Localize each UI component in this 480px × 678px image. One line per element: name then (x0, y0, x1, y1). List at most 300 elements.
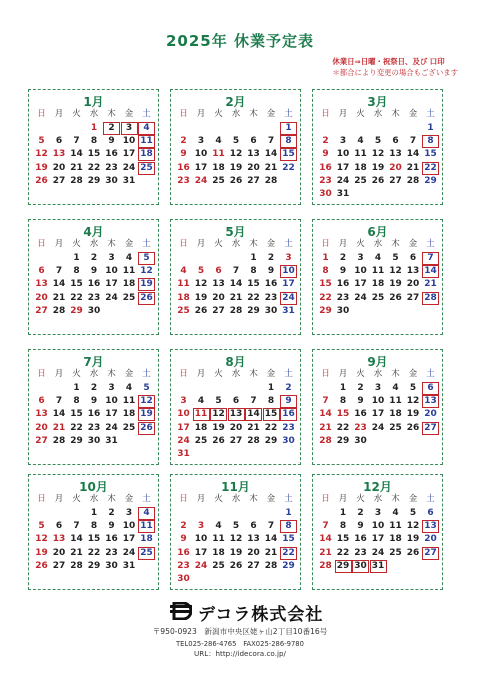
weekday-label: 木 (107, 369, 116, 379)
month-title: 6月 (367, 225, 388, 239)
calendar-day: 16 (319, 162, 332, 173)
closed-day: 8 (280, 135, 297, 148)
calendar-day: 15 (87, 149, 101, 160)
calendar-day: 16 (105, 534, 118, 545)
calendar-day: 12 (229, 149, 243, 160)
calendar-day: 20 (35, 422, 48, 433)
calendar-day: 28 (52, 435, 66, 446)
calendar-day: 28 (52, 305, 66, 316)
calendar-day: 6 (427, 508, 434, 518)
calendar-day: 17 (194, 547, 208, 558)
calendar-day: 11 (122, 266, 136, 277)
calendar-day: 28 (319, 560, 332, 571)
weekday-label: 月 (54, 109, 64, 119)
calendar-day: 29 (247, 305, 260, 316)
weekday-label: 日 (179, 239, 188, 249)
calendar-day: 6 (55, 136, 63, 147)
calendar-day: 29 (319, 305, 332, 316)
weekday-label: 土 (426, 494, 435, 504)
weekday-label: 土 (284, 109, 293, 119)
calendar-day: 8 (90, 521, 98, 532)
calendar-day: 5 (409, 383, 417, 393)
weekday-label: 水 (231, 369, 241, 379)
calendar-day: 13 (35, 279, 48, 290)
closed-day: 22 (280, 547, 297, 560)
calendar-day: 18 (140, 534, 153, 545)
calendar-day: 9 (267, 266, 275, 277)
calendar-day: 12 (406, 396, 420, 407)
calendar-day: 3 (374, 508, 382, 518)
calendar-day: 20 (406, 279, 420, 290)
calendar-day: 17 (336, 162, 350, 173)
calendar-day: 31 (122, 175, 136, 186)
calendar-day: 2 (285, 383, 292, 393)
calendar-day: 28 (264, 175, 278, 186)
weekday-label: 日 (321, 109, 330, 119)
calendar-day: 3 (108, 383, 115, 393)
month-title: 9月 (367, 355, 388, 369)
calendar-day: 20 (212, 292, 225, 303)
calendar-day: 6 (392, 136, 399, 147)
calendar-day: 10 (336, 149, 350, 160)
calendar-day: 23 (87, 292, 101, 303)
calendar-day: 8 (73, 396, 80, 407)
weekday-label: 水 (373, 369, 383, 379)
calendar-day: 21 (319, 422, 332, 433)
calendar-day: 12 (406, 521, 420, 532)
calendar-day: 1 (427, 123, 434, 133)
month-title: 12月 (363, 480, 392, 494)
calendar-day: 17 (371, 409, 385, 420)
calendar-day: 7 (409, 136, 417, 147)
calendar-day: 27 (389, 175, 402, 186)
calendar-day: 20 (424, 534, 437, 545)
calendar-day: 23 (319, 175, 332, 186)
calendar-day: 26 (229, 560, 243, 571)
weekday-label: 木 (249, 369, 258, 379)
calendar-day: 10 (371, 521, 385, 532)
closed-day: 4 (138, 122, 155, 135)
calendar-day: 9 (357, 396, 364, 407)
calendar-day: 7 (55, 266, 63, 277)
calendar-day: 5 (38, 136, 45, 147)
calendar-day: 20 (52, 547, 66, 558)
calendar-day: 31 (177, 449, 190, 459)
closed-day: 8 (422, 135, 439, 148)
weekday-label: 土 (284, 494, 293, 504)
calendar-day: 18 (212, 162, 225, 173)
month-title: 5月 (225, 225, 246, 239)
weekday-label: 金 (408, 369, 418, 379)
weekday-label: 水 (231, 109, 241, 119)
calendar-day: 8 (322, 266, 329, 277)
calendar-day: 4 (125, 253, 133, 263)
calendar-day: 5 (409, 508, 417, 518)
legend-line-2: ＊都合により変更の場合もございます (332, 68, 458, 77)
weekday-label: 火 (356, 369, 365, 379)
company-tel-fax: TEL025-286-4765 FAX025-286-9780 (176, 640, 304, 648)
calendar-day: 30 (319, 189, 332, 199)
calendar-day: 18 (389, 534, 402, 545)
weekday-label: 火 (356, 109, 365, 119)
weekday-label: 月 (54, 369, 64, 379)
weekday-label: 木 (249, 239, 258, 249)
calendar-day: 18 (194, 422, 208, 433)
closed-day: 24 (280, 292, 297, 305)
calendar-day: 23 (87, 422, 101, 433)
calendar-day: 5 (232, 521, 240, 532)
calendar-day: 15 (424, 149, 437, 160)
calendar-day: 21 (247, 422, 260, 433)
closed-day: 16 (280, 408, 297, 421)
closed-day: 25 (138, 162, 155, 175)
weekday-label: 月 (338, 109, 348, 119)
weekday-label: 日 (37, 109, 46, 119)
weekday-label: 土 (284, 369, 293, 379)
calendar-day: 26 (35, 560, 48, 571)
calendar-day: 26 (371, 175, 385, 186)
calendar-day: 23 (177, 175, 190, 186)
calendar-day: 21 (406, 162, 420, 173)
weekday-label: 木 (391, 494, 400, 504)
weekday-label: 火 (214, 369, 223, 379)
closed-day: 15 (263, 408, 280, 421)
calendar-day: 25 (354, 175, 367, 186)
calendar-day: 24 (122, 162, 136, 173)
calendar-day: 24 (177, 435, 190, 446)
calendar-day: 9 (339, 266, 347, 277)
calendar-day: 27 (35, 435, 48, 446)
calendar-day: 30 (354, 435, 367, 446)
calendar-day: 17 (105, 409, 118, 420)
calendar-day: 9 (108, 136, 115, 147)
calendar-day: 11 (177, 279, 190, 290)
calendar-day: 10 (177, 409, 190, 420)
calendar-day: 14 (70, 534, 83, 545)
calendar-day: 8 (90, 136, 98, 147)
calendar-day: 4 (215, 136, 222, 147)
month-title: 1月 (83, 95, 104, 109)
calendar-day: 7 (55, 396, 63, 407)
calendar-day: 16 (87, 279, 101, 290)
weekday-label: 水 (89, 239, 99, 249)
month-11 (170, 474, 301, 590)
weekday-label: 月 (54, 494, 64, 504)
closed-day: 11 (138, 520, 155, 533)
calendar-day: 1 (73, 383, 80, 393)
calendar-day: 23 (264, 292, 278, 303)
weekday-label: 金 (266, 239, 276, 249)
calendar-day: 23 (354, 422, 367, 433)
calendar-day: 8 (73, 266, 80, 277)
calendar-day: 26 (406, 422, 420, 433)
calendar-day: 2 (339, 253, 347, 263)
calendar-day: 4 (374, 253, 382, 263)
month-8 (170, 349, 301, 465)
weekday-label: 日 (37, 239, 46, 249)
calendar-day: 29 (424, 175, 437, 186)
calendar-day: 19 (229, 162, 243, 173)
calendar-day: 6 (232, 396, 240, 407)
calendar-day: 28 (229, 305, 243, 316)
calendar-day: 14 (264, 149, 278, 160)
calendar-day: 9 (90, 396, 98, 407)
weekday-label: 月 (54, 239, 64, 249)
weekday-label: 木 (391, 109, 400, 119)
calendar-day: 24 (194, 560, 208, 571)
weekday-label: 日 (179, 369, 188, 379)
calendar-day: 13 (52, 149, 66, 160)
weekday-label: 日 (321, 494, 330, 504)
closed-day: 9 (280, 395, 297, 408)
calendar-day: 9 (322, 149, 329, 160)
calendar-day: 29 (87, 560, 101, 571)
weekday-label: 火 (214, 239, 223, 249)
calendar-day: 2 (90, 253, 98, 263)
calendar-day: 28 (264, 560, 278, 571)
weekday-label: 月 (196, 369, 206, 379)
calendar-day: 30 (105, 175, 118, 186)
calendar-day: 27 (247, 560, 260, 571)
calendar-day: 19 (212, 422, 225, 433)
weekday-label: 土 (426, 369, 435, 379)
calendar-day: 23 (354, 547, 367, 558)
weekday-label: 水 (231, 494, 241, 504)
calendar-day: 15 (319, 279, 332, 290)
legend (332, 56, 458, 78)
closed-day: 26 (138, 422, 155, 435)
calendar-day: 12 (35, 149, 48, 160)
closed-day: 25 (138, 547, 155, 560)
weekday-label: 金 (408, 239, 418, 249)
calendar-day: 21 (424, 279, 437, 290)
calendar-day: 13 (247, 149, 260, 160)
calendar-day: 7 (232, 266, 240, 277)
closed-day: 11 (138, 135, 155, 148)
calendar-day: 17 (105, 279, 118, 290)
month-title: 2月 (225, 95, 246, 109)
closed-day: 27 (422, 422, 439, 435)
calendar-day: 7 (250, 396, 257, 407)
calendar-day: 18 (177, 292, 190, 303)
calendar-day: 27 (52, 175, 66, 186)
calendar-day: 30 (87, 305, 101, 316)
calendar-day: 22 (70, 292, 83, 303)
weekday-label: 水 (231, 239, 241, 249)
calendar-day: 22 (336, 547, 350, 558)
calendar-day: 29 (264, 435, 278, 446)
calendar-day: 11 (354, 149, 367, 160)
calendar-day: 15 (87, 534, 101, 545)
closed-day: 2 (103, 122, 120, 135)
decora-logo-icon (170, 602, 192, 620)
calendar-day: 30 (87, 435, 101, 446)
calendar-day: 22 (247, 292, 260, 303)
calendar-day: 4 (357, 136, 364, 147)
month-title: 4月 (83, 225, 104, 239)
month-10 (28, 474, 159, 590)
calendar-day: 13 (52, 534, 66, 545)
calendar-day: 2 (267, 253, 275, 263)
calendar-day: 3 (374, 383, 382, 393)
calendar-day: 28 (247, 435, 260, 446)
weekday-label: 金 (266, 369, 276, 379)
calendar-day: 9 (108, 521, 115, 532)
calendar-day: 5 (38, 521, 45, 532)
closed-day: 19 (138, 278, 155, 291)
closed-day: 18 (138, 148, 155, 161)
calendar-day: 3 (197, 521, 205, 532)
calendar-day: 22 (70, 422, 83, 433)
calendar-day: 22 (87, 547, 101, 558)
calendar-day: 2 (322, 136, 329, 147)
weekday-label: 日 (37, 494, 46, 504)
closed-day: 14 (422, 265, 439, 278)
calendar-day: 11 (212, 149, 225, 160)
page-title: 2025年 休業予定表 (166, 32, 314, 50)
calendar-day: 4 (180, 266, 187, 277)
calendar-day: 31 (282, 305, 295, 316)
calendar-day: 23 (177, 560, 190, 571)
calendar-day: 12 (140, 266, 153, 277)
weekday-label: 月 (196, 239, 206, 249)
calendar-day: 19 (406, 534, 420, 545)
month-title: 7月 (83, 355, 104, 369)
calendar-day: 16 (264, 279, 278, 290)
calendar-day: 13 (212, 279, 225, 290)
calendar-day: 20 (247, 547, 260, 558)
month-7 (28, 349, 159, 465)
calendar-day: 19 (194, 292, 208, 303)
calendar-day: 16 (105, 149, 118, 160)
calendar-day: 14 (319, 409, 332, 420)
calendar-day: 24 (354, 292, 367, 303)
closed-day: 12 (138, 395, 155, 408)
calendar-day: 13 (247, 534, 260, 545)
closed-day: 31 (370, 560, 387, 573)
closed-day: 29 (335, 560, 352, 573)
calendar-day: 19 (406, 409, 420, 420)
calendar-day: 16 (177, 162, 190, 173)
calendar-day: 24 (194, 175, 208, 186)
calendar-day: 3 (108, 253, 115, 263)
calendar-day: 31 (105, 435, 118, 446)
calendar-day: 24 (105, 422, 118, 433)
calendar-day: 23 (105, 547, 118, 558)
calendar-day: 11 (371, 266, 385, 277)
calendar-day: 14 (52, 409, 66, 420)
calendar-day: 6 (250, 521, 257, 532)
calendar-day: 1 (73, 253, 80, 263)
calendar-day: 5 (232, 136, 240, 147)
calendar-day: 14 (70, 149, 83, 160)
calendar-day: 14 (319, 534, 332, 545)
weekday-label: 金 (124, 109, 134, 119)
calendar-day: 7 (267, 521, 275, 532)
calendar-day: 27 (247, 175, 260, 186)
calendar-day: 22 (319, 292, 332, 303)
weekday-label: 火 (214, 494, 223, 504)
calendar-day: 24 (336, 175, 350, 186)
calendar-day: 24 (371, 547, 385, 558)
weekday-label: 金 (124, 369, 134, 379)
month-5 (170, 219, 301, 335)
weekday-label: 土 (284, 239, 293, 249)
weekday-label: 金 (408, 109, 418, 119)
calendar-day: 8 (250, 266, 257, 277)
calendar-day: 18 (212, 547, 225, 558)
calendar-day: 17 (282, 279, 295, 290)
weekday-label: 火 (72, 109, 81, 119)
calendar-day: 3 (339, 136, 347, 147)
weekday-label: 火 (72, 494, 81, 504)
weekday-label: 日 (179, 109, 188, 119)
calendar-day: 25 (389, 422, 402, 433)
calendar-day: 12 (389, 266, 402, 277)
calendar-day: 29 (70, 435, 83, 446)
calendar-day: 20 (52, 162, 66, 173)
weekday-label: 木 (107, 494, 116, 504)
calendar-day: 1 (339, 383, 347, 393)
closed-day: 6 (422, 382, 439, 395)
weekday-label: 水 (373, 494, 383, 504)
calendar-day: 18 (354, 162, 367, 173)
calendar-day: 3 (125, 508, 133, 518)
calendar-day: 26 (229, 175, 243, 186)
calendar-day: 1 (250, 253, 257, 263)
weekday-label: 水 (89, 109, 99, 119)
month-title: 8月 (225, 355, 246, 369)
weekday-label: 金 (408, 494, 418, 504)
calendar-day: 21 (229, 292, 243, 303)
calendar-day: 28 (406, 175, 420, 186)
calendar-day: 21 (70, 547, 83, 558)
weekday-label: 土 (426, 239, 435, 249)
weekday-label: 木 (107, 239, 116, 249)
calendar-day: 10 (122, 136, 136, 147)
month-2 (170, 89, 301, 205)
calendar-day: 18 (389, 409, 402, 420)
weekday-label: 木 (249, 109, 258, 119)
closed-day: 10 (280, 265, 297, 278)
weekday-label: 金 (266, 494, 276, 504)
weekday-label: 火 (356, 494, 365, 504)
closed-day: 13 (422, 395, 439, 408)
calendar-day: 25 (177, 305, 190, 316)
calendar-day: 21 (264, 162, 278, 173)
weekday-label: 金 (266, 109, 276, 119)
calendar-day: 1 (322, 253, 329, 263)
calendar-day: 2 (357, 383, 364, 393)
calendar-day: 1 (339, 508, 347, 518)
calendar-day: 19 (389, 279, 402, 290)
legend-line-1: 休業日⇒日曜・祝祭日、及び 口印 (332, 57, 445, 66)
calendar-day: 10 (354, 266, 367, 277)
calendar-day: 25 (194, 435, 208, 446)
weekday-label: 月 (338, 494, 348, 504)
calendar-day: 7 (322, 396, 329, 407)
calendar-day: 18 (122, 409, 136, 420)
calendar-day: 23 (336, 292, 350, 303)
calendar-day: 25 (122, 292, 136, 303)
weekday-label: 土 (142, 494, 151, 504)
closed-day: 19 (138, 408, 155, 421)
calendar-day: 23 (282, 422, 295, 433)
calendar-day: 10 (105, 266, 118, 277)
calendar-grid (28, 89, 456, 590)
calendar-day: 27 (406, 292, 420, 303)
calendar-day: 17 (194, 162, 208, 173)
